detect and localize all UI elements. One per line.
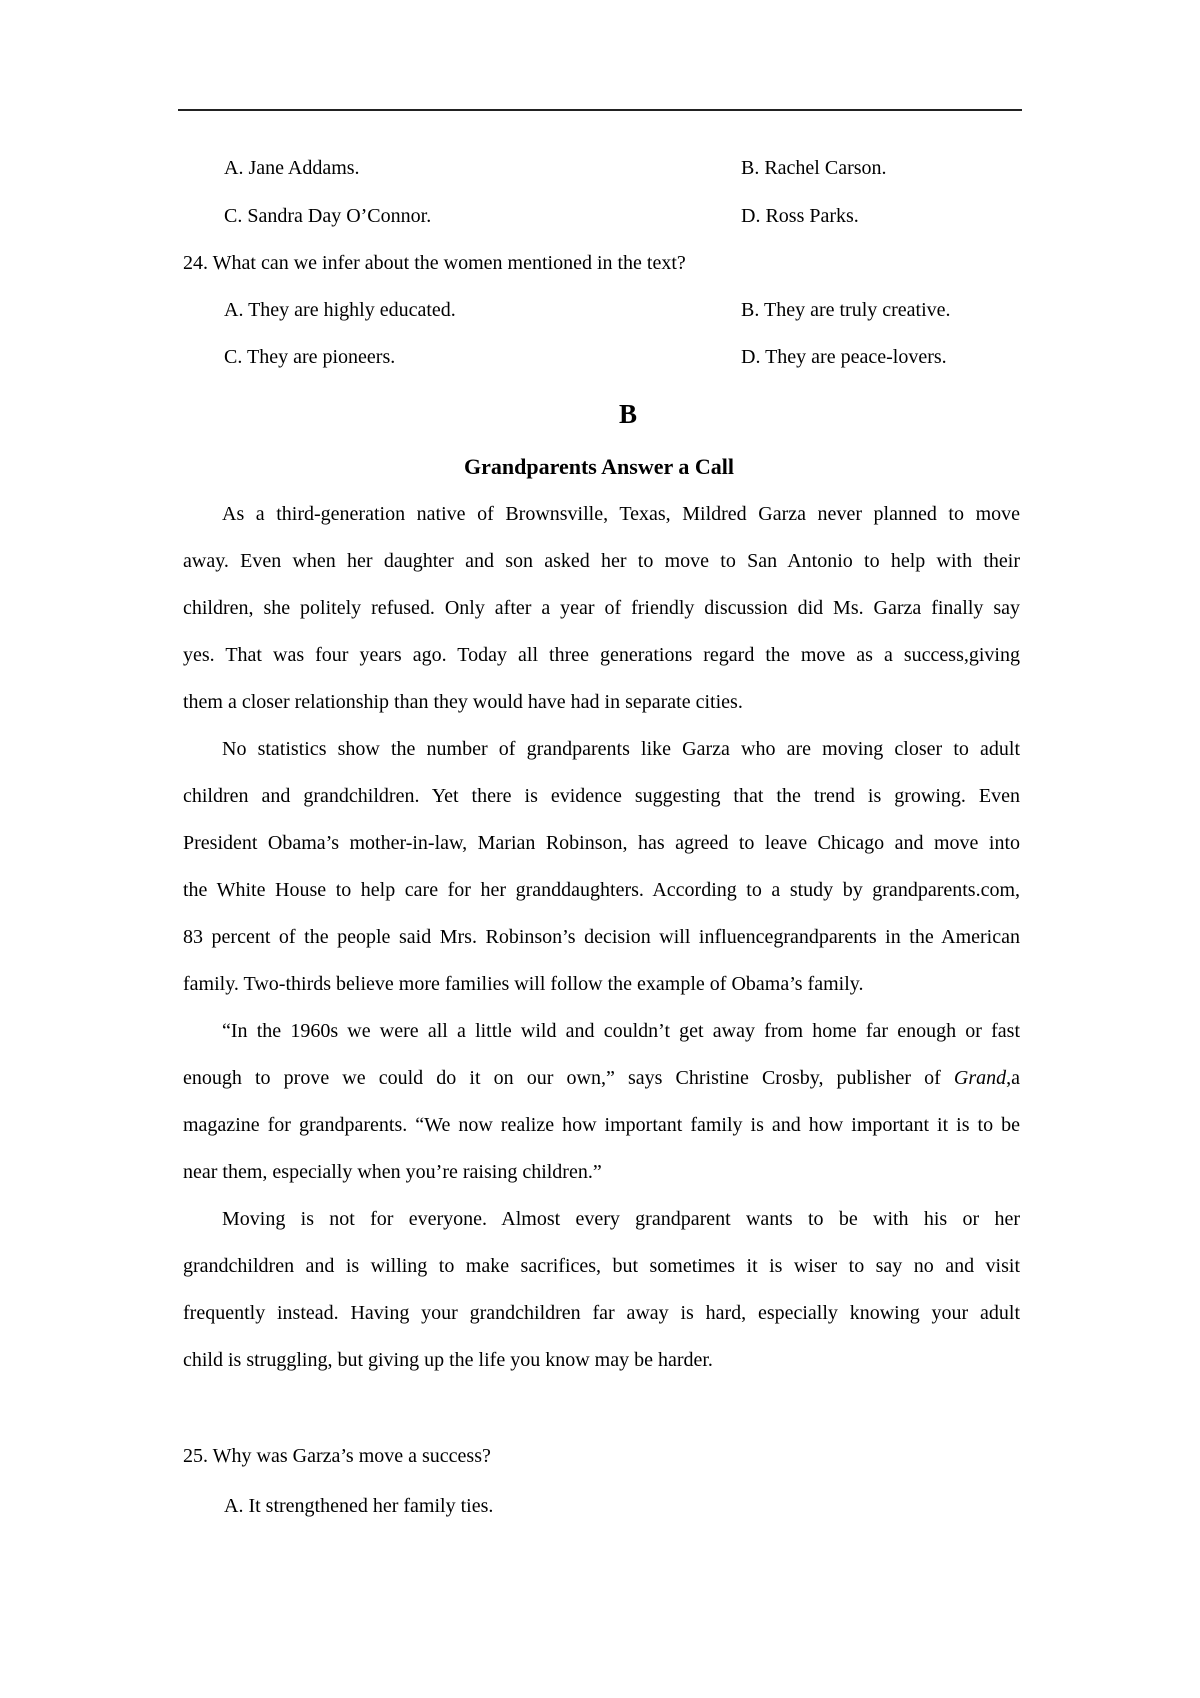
passage-title: Grandparents Answer a Call [464,454,734,479]
passage-line: No statistics show the number of grandparents like Garza who are moving closer to adult [222,738,1020,760]
passage-line: Moving is not for everyone. Almost every grandparent wants to be with his or her [222,1208,1020,1230]
passage-line: yes. That was four years ago. Today all three generations regard the move as a success,giving [183,644,1020,666]
passage-line: magazine for grandparents. “We now realize how important family is and how important it is to be [183,1114,1020,1136]
section-b-label: B [618,399,638,429]
question-23-options-row-1 [183,145,1020,192]
question-24-options-row-2 [183,334,1020,381]
passage-line: child is struggling, but giving up the life you know may be harder. [183,1349,713,1371]
question-24-text: 24. What can we infer about the women mentioned in the text? [183,252,686,274]
question-24-option-b: B. They are truly creative. [741,299,951,321]
question-25-text: 25. Why was Garza’s move a success? [183,1445,491,1467]
header-divider-line [178,109,1022,111]
passage-paragraph [183,726,1020,1008]
question-23-options-row-2 [183,193,1020,240]
passage-line: grandchildren and is willing to make sacrifices, but sometimes it is wiser to say no and visit [183,1255,1020,1277]
question-24-option-d: D. They are peace-lovers. [741,346,947,368]
question-24-option-a: A. They are highly educated. [224,299,456,321]
question-23-option-d: D. Ross Parks. [741,205,859,227]
passage-line: 83 percent of the people said Mrs. Robinson’s decision will influencegrandparents in the American [183,926,1020,948]
passage-line: the White House to help care for her granddaughters. According to a study by grandparents.com, [183,879,1020,901]
question-25-option-a: A. It strengthened her family ties. [224,1495,494,1517]
passage-line: As a third-generation native of Brownsville, Texas, Mildred Garza never planned to move [222,503,1020,525]
question-24-options-row-1 [183,287,1020,334]
passage-line: children and grandchildren. Yet there is evidence suggesting that the trend is growing. Even [183,785,1020,807]
passage-paragraph [183,1008,1020,1196]
passage [183,491,1020,1384]
question-25-options-row-1 [183,1483,1020,1530]
passage-line: away. Even when her daughter and son asked her to move to San Antonio to help with their [183,550,1020,572]
passage-line: children, she politely refused. Only after a year of friendly discussion did Ms. Garza finally say [183,597,1020,619]
passage-line: them a closer relationship than they would have had in separate cities. [183,691,743,713]
passage-line: “In the 1960s we were all a little wild and couldn’t get away from home far enough or fast [222,1020,1020,1042]
question-23-option-a: A. Jane Addams. [224,157,360,179]
question-23-option-c: C. Sandra Day O’Connor. [224,205,432,227]
passage-paragraph [183,1196,1020,1384]
passage-line: near them, especially when you’re raising children.” [183,1161,602,1183]
passage-line: President Obama’s mother-in-law, Marian Robinson, has agreed to leave Chicago and move into [183,832,1020,854]
passage-line: family. Two-thirds believe more families will follow the example of Obama’s family. [183,973,864,995]
question-23-option-b: B. Rachel Carson. [741,157,887,179]
passage-line: frequently instead. Having your grandchildren far away is hard, especially knowing your adult [183,1302,1020,1324]
passage-line: enough to prove we could do it on our own,” says Christine Crosby, publisher of Grand,a [183,1067,1020,1089]
question-24-option-c: C. They are pioneers. [224,346,396,368]
passage-paragraph [183,491,1020,726]
